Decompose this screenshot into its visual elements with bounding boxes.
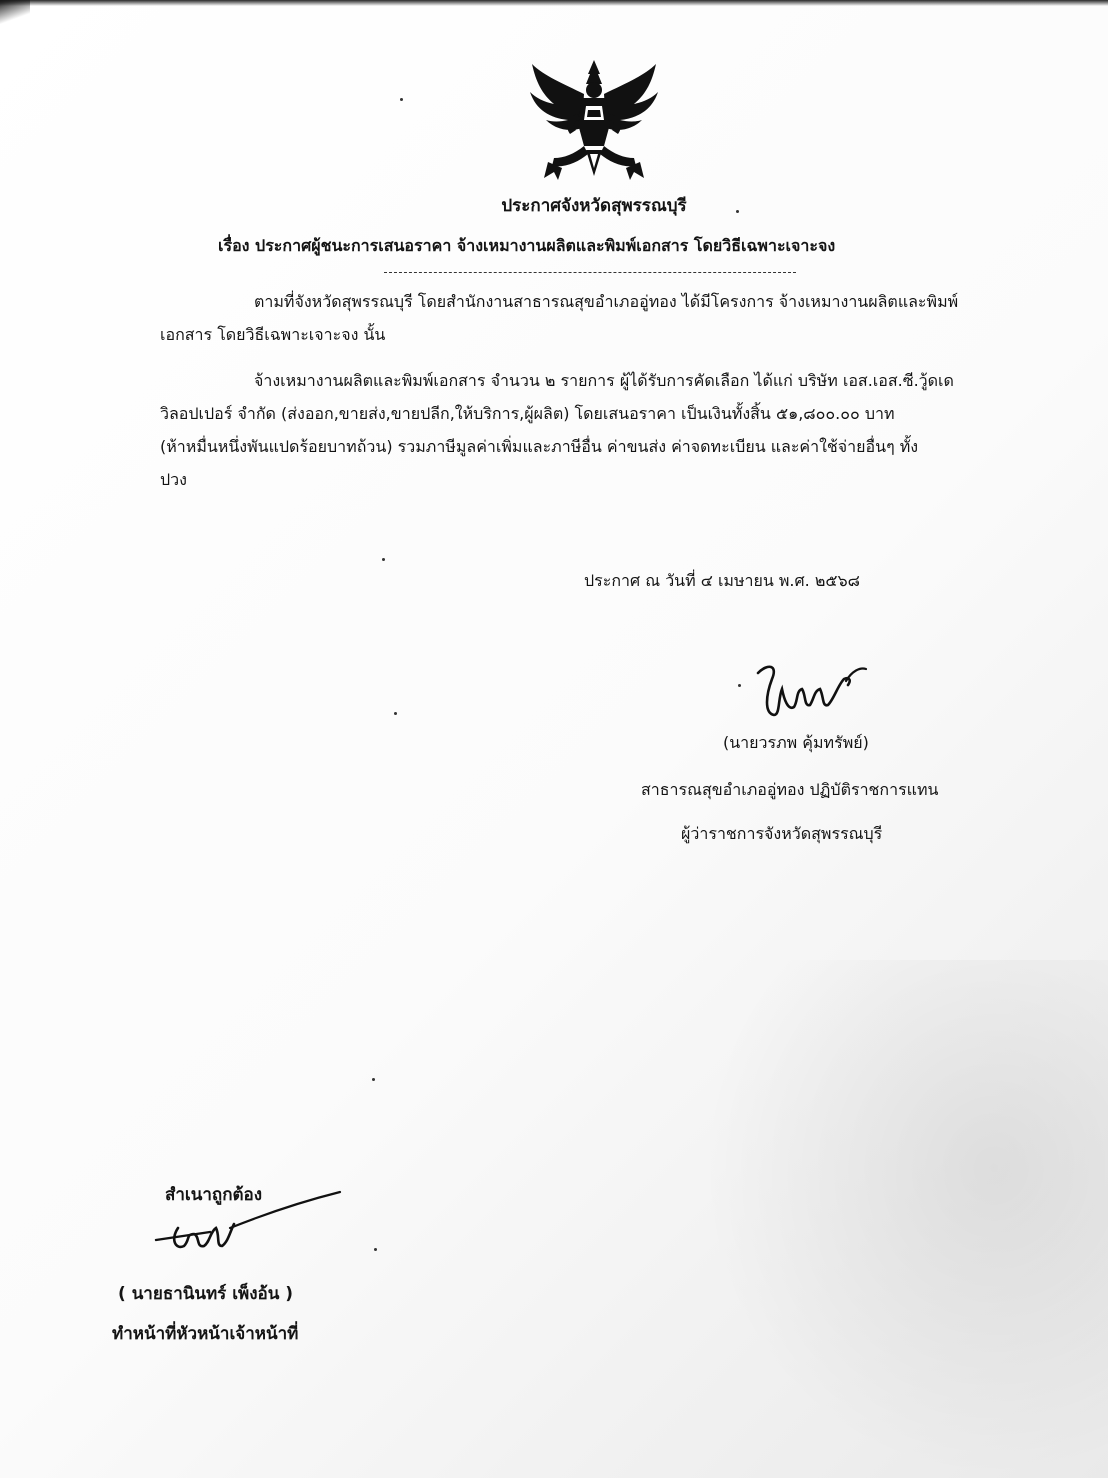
certifier-name: ( นายธานินทร์ เพ็งอ้น )	[118, 1284, 294, 1304]
paragraph-1-line-1: ตามที่จังหวัดสุพรรณบุรี โดยสำนักงานสาธารณสุขอำเภออู่ทอง ได้มีโครงการ จ้างเหมางานผลิตและพิมพ์	[254, 292, 959, 311]
document-subject: เรื่อง ประกาศผู้ชนะการเสนอราคา จ้างเหมางานผลิตและพิมพ์เอกสาร โดยวิธีเฉพาะเจาะจง	[218, 236, 836, 255]
signature-icon	[748, 655, 878, 725]
garuda-emblem-icon	[524, 54, 664, 184]
certification-label: สำเนาถูกต้อง	[165, 1185, 263, 1205]
separator-line	[384, 272, 796, 273]
paragraph-1-line-2: เอกสาร โดยวิธีเฉพาะเจาะจง นั้น	[160, 325, 386, 344]
paragraph-2-line-2: วิลอปเปอร์ จำกัด (ส่งออก,ขายส่ง,ขายปลีก,ให้บริการ,ผู้ผลิต) โดยเสนอราคา เป็นเงินทั้งสิ้น ๕๑,๘๐๐.๐๐ บาท	[160, 404, 895, 423]
scan-corner-shadow	[0, 0, 30, 24]
scan-speck	[738, 684, 741, 687]
scan-speck	[736, 210, 739, 213]
paper-fold-shadow	[700, 960, 1108, 1478]
document-title: ประกาศจังหวัดสุพรรณบุรี	[501, 196, 687, 216]
paragraph-2-line-3: (ห้าหมื่นหนึ่งพันแปดร้อยบาทถ้วน) รวมภาษีมูลค่าเพิ่มและภาษีอื่น ค่าขนส่ง ค่าจดทะเบียน และค่าใช้จ่ายอื่นๆ ทั้ง	[160, 437, 919, 456]
signatory-position-line-2: ผู้ว่าราชการจังหวัดสุพรรณบุรี	[681, 824, 883, 843]
certifier-position: ทำหน้าที่หัวหน้าเจ้าหน้าที่	[112, 1324, 299, 1344]
scan-speck	[372, 1078, 375, 1081]
paragraph-2-line-4: ปวง	[160, 470, 187, 489]
scan-speck	[374, 1248, 377, 1251]
signatory-position-line-1: สาธารณสุขอำเภออู่ทอง ปฏิบัติราชการแทน	[641, 780, 939, 799]
scan-speck	[382, 558, 385, 561]
certification-signature-icon	[150, 1188, 350, 1258]
announcement-date: ประกาศ ณ วันที่ ๔ เมษายน พ.ศ. ๒๕๖๘	[584, 571, 860, 590]
paragraph-2-line-1: จ้างเหมางานผลิตและพิมพ์เอกสาร จำนวน ๒ รายการ ผู้ได้รับการคัดเลือก ได้แก่ บริษัท เอส.เอส.ซี.วู้ดเด	[254, 371, 954, 390]
signatory-name: (นายวรภพ คุ้มทรัพย์)	[723, 733, 869, 752]
scan-edge-shadow	[0, 0, 1108, 6]
scan-speck	[394, 712, 397, 715]
scan-speck	[400, 98, 403, 101]
